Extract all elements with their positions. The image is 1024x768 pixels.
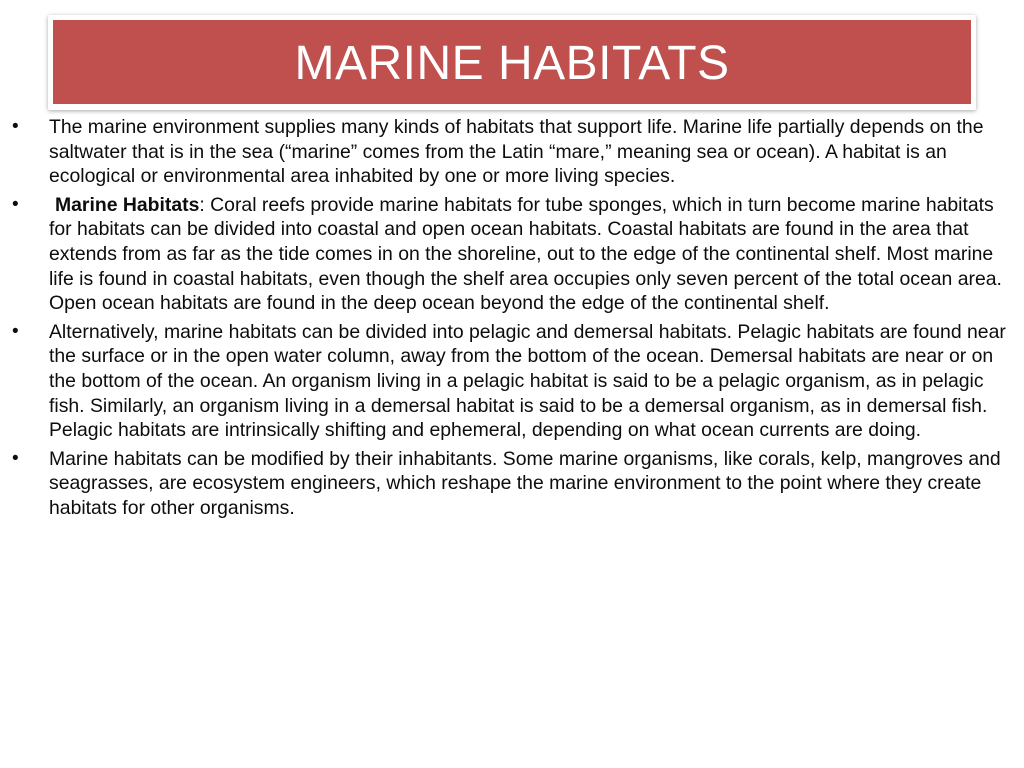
bullet-item <box>12 193 1020 316</box>
title-box <box>53 20 971 104</box>
bullet-icon: • <box>12 116 19 137</box>
bullet-icon: • <box>12 447 19 469</box>
slide-title: MARINE HABITATS <box>294 37 730 90</box>
bullet-icon: • <box>12 193 19 215</box>
bullet-text: Alternatively, marine habitats can be divided into pelagic and demersal habitats. Pelagic habitats are found near the surface or in the open water column, away from the bottom of the ocean. Demersal habitats are near or on the bottom of the ocean. An organism living in a pelagic habitat is said to be a pelagic organism, as in pelagic fish. Similarly, an organism living in a demersal habitat is said to be a demersal organism, as in demersal fish. Pelagic habitats are intrinsically shifting and ephemeral, depending on what ocean currents are doing. <box>49 320 1006 442</box>
bullet-text: The marine environment supplies many kinds of habitats that support life. Marine life partially depends on the saltwater that is in the sea (“marine” comes from the Latin “mare,” meaning sea or ocean). A habitat is an ecological or environmental area inhabited by one or more living species. <box>49 116 984 188</box>
bullet-text: Marine habitats can be modified by their inhabitants. Some marine organisms, like corals, kelp, mangroves and seagrasses, are ecosystem engineers, which reshape the marine environment to the point where they create habitats for other organisms. <box>49 447 1001 519</box>
bullet-lead-term: Marine Habitats <box>55 193 200 216</box>
bullet-list <box>12 115 1020 525</box>
bullet-icon: • <box>12 320 19 342</box>
bullet-text: : Coral reefs provide marine habitats for tube sponges, which in turn become marine habitats for habitats can be divided into coastal and open ocean habitats. Coastal habitats are found in the area that extends from as far as the tide comes in on the shoreline, out to the edge of the continental shelf. Most marine life is found in coastal habitats, even though the shelf area occupies only seven percent of the total ocean area. Open ocean habitats are found in the deep ocean beyond the edge of the continental shelf. <box>49 193 1002 315</box>
bullet-item <box>12 447 1020 521</box>
bullet-item <box>12 320 1020 443</box>
title-frame <box>48 15 976 110</box>
bullet-item <box>12 115 1020 189</box>
